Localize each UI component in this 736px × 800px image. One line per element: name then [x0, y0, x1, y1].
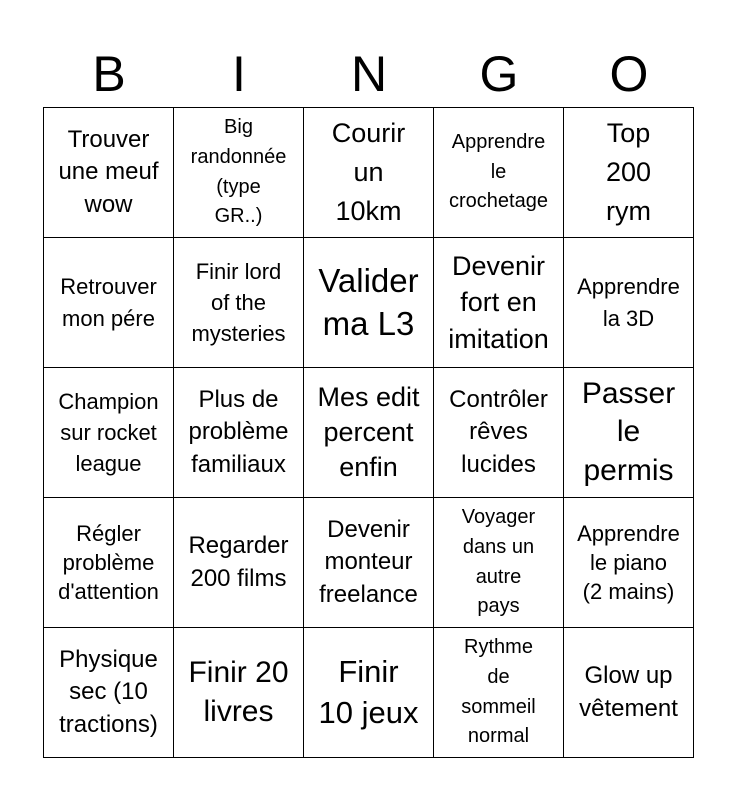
bingo-cell[interactable] — [44, 498, 174, 628]
bingo-cell[interactable] — [304, 628, 434, 758]
bingo-cell[interactable] — [564, 498, 694, 628]
cell-text: Contrôler rêves lucides — [449, 385, 548, 478]
bingo-cell[interactable] — [44, 238, 174, 368]
bingo-cell[interactable] — [564, 108, 694, 238]
bingo-cell[interactable] — [434, 628, 564, 758]
cell-text: Devenir monteur freelance — [319, 515, 418, 608]
bingo-cell[interactable] — [174, 628, 304, 758]
bingo-cell[interactable] — [174, 498, 304, 628]
bingo-cell[interactable] — [434, 498, 564, 628]
cell-text: Retrouver mon pére — [60, 274, 157, 331]
cell-text: Top 200 rym — [605, 117, 652, 227]
bingo-cell[interactable] — [174, 238, 304, 368]
bingo-cell[interactable] — [174, 368, 304, 498]
bingo-cell[interactable] — [174, 108, 304, 238]
bingo-cell[interactable] — [564, 368, 694, 498]
bingo-cell[interactable] — [304, 368, 434, 498]
bingo-cell[interactable] — [304, 498, 434, 628]
cell-text: Apprendre le piano (2 mains) — [577, 520, 680, 605]
cell-text: Physique sec (10 tractions) — [59, 645, 158, 738]
cell-text: Régler problème d'attention — [58, 520, 159, 605]
bingo-cell[interactable] — [44, 368, 174, 498]
bingo-cell[interactable] — [434, 368, 564, 498]
bingo-header — [44, 40, 694, 108]
bingo-cell[interactable] — [434, 238, 564, 368]
header-letter-g: G — [479, 46, 519, 102]
bingo-cell[interactable] — [564, 238, 694, 368]
cell-text: Valider ma L3 — [318, 261, 419, 342]
bingo-cell[interactable] — [44, 108, 174, 238]
cell-text: Mes edit percent enfin — [317, 381, 420, 483]
header-letter-i: I — [232, 46, 246, 102]
cell-text: Big randonnée (type GR..) — [190, 116, 287, 228]
cell-text: Finir 20 livres — [188, 656, 289, 728]
bingo-cell[interactable] — [44, 628, 174, 758]
cell-text: Finir 10 jeux — [318, 654, 419, 730]
cell-text: Courir un 10km — [331, 117, 406, 227]
cell-text: Glow up vêtement — [579, 662, 678, 722]
cell-text: Finir lord of the mysteries — [191, 258, 286, 347]
cell-text: Rythme de sommeil normal — [461, 636, 536, 748]
header-letter-n: N — [350, 46, 388, 102]
bingo-grid — [43, 107, 694, 758]
cell-text: Apprendre la 3D — [577, 274, 680, 331]
cell-text: Regarder 200 films — [188, 532, 289, 592]
cell-text: Plus de problème familiaux — [188, 385, 289, 478]
header-letter-o: O — [609, 46, 649, 102]
cell-text: Trouver une meuf wow — [58, 125, 159, 218]
bingo-cell[interactable] — [304, 108, 434, 238]
cell-text: Voyager dans un autre pays — [461, 506, 536, 618]
bingo-cell[interactable] — [304, 238, 434, 368]
bingo-cell[interactable] — [564, 628, 694, 758]
bingo-cell[interactable] — [434, 108, 564, 238]
cell-text: Devenir fort en imitation — [448, 250, 549, 354]
cell-text: Apprendre le crochetage — [449, 131, 548, 213]
header-letter-b: B — [92, 46, 126, 102]
cell-text: Passer le permis — [581, 376, 676, 487]
cell-text: Champion sur rocket league — [58, 388, 159, 477]
